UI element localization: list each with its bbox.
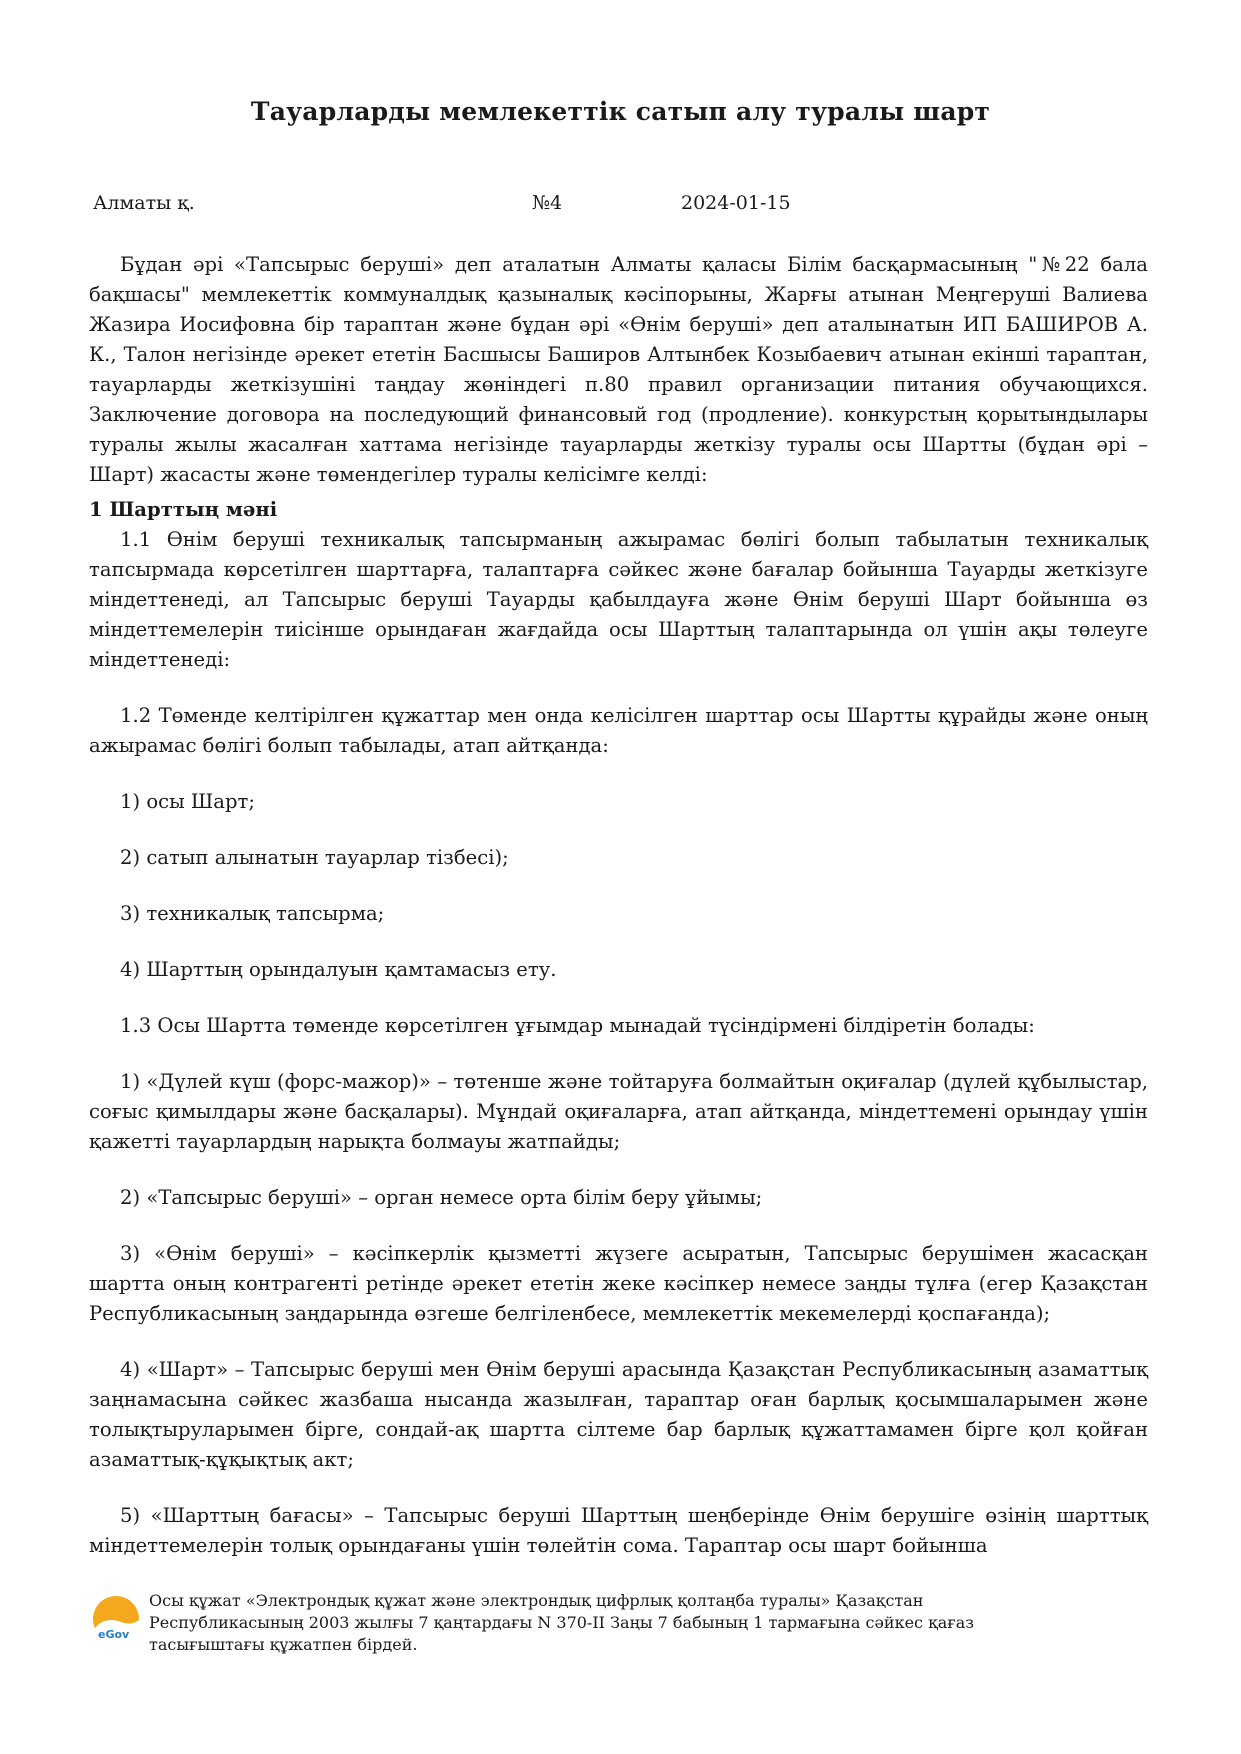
document-body	[89, 250, 1148, 1561]
clause-1-2: 1.2 Төменде келтірілген құжаттар мен онда келісілген шарттар осы Шартты құрайды және оның ажырамас бөлігі болып табылады, атап айтқанда:	[89, 704, 1148, 757]
svg-text:eGov: eGov	[98, 1628, 130, 1641]
definition-contract: 4) «Шарт» – Тапсырыс беруші мен Өнім беруші арасында Қазақстан Республикасының азаматтық заңнамасына сәйкес жазбаша нысанда жазылған, тараптар оған барлық қосымшаларымен және толықтыруларымен бірге, сондай-ақ шартта сілтеме бар барлық құжаттамамен бірге қол қойған азаматтық-құқықтық акт;	[89, 1358, 1148, 1471]
document-title: Тауарларды мемлекеттік сатып алу туралы шарт	[250, 97, 991, 126]
footer	[0, 1579, 1241, 1754]
definition-supplier: 3) «Өнім беруші» – кәсіпкерлік қызметті жүзеге асыратын, Тапсырыс берушімен жасасқан шартта оның контрагенті ретінде әрекет ететін жеке кәсіпкер немесе заңды тұлға (егер Қазақстан Республикасының заңдарында өзгеше белгіленбесе, мемлекеттік мекемелерді қоспағанда);	[89, 1242, 1148, 1325]
list-item: 1) осы Шарт;	[120, 790, 255, 813]
list-item: 2) сатып алынатын тауарлар тізбесі);	[120, 846, 509, 869]
list-item: 4) Шарттың орындалуын қамтамасыз ету.	[120, 958, 557, 981]
contract-city: Алматы қ.	[93, 192, 195, 214]
list-item: 3) техникалық тапсырма;	[120, 902, 385, 925]
egov-sun-logo-icon	[91, 1594, 141, 1644]
definition-contract-price: 5) «Шарттың бағасы» – Тапсырыс беруші Шарттың шеңберінде Өнім берушіге өзінің шарттық міндеттемелерін толық орындағаны үшін төлейтін сома. Тараптар осы шарт бойынша	[89, 1504, 1148, 1557]
definition-customer: 2) «Тапсырыс беруші» – орган немесе орта білім беру ұйымы;	[120, 1186, 763, 1209]
clause-1-3: 1.3 Осы Шартта төменде көрсетілген ұғымдар мынадай түсіндірмені білдіретін болады:	[120, 1014, 1035, 1037]
section-1-title: 1 Шарттың мәні	[89, 498, 278, 521]
definition-force-majeure: 1) «Дүлей күш (форс-мажор)» – төтенше және тойтаруға болмайтын оқиғалар (дүлей құбылыстар, соғыс қимылдары және басқалары). Мұндай оқиғаларға, атап айтқанда, міндеттемені орындау үшін қажетті тауарлардың нарықта болмауы жатпайды;	[89, 1070, 1148, 1153]
clause-1-1: 1.1 Өнім беруші техникалық тапсырманың ажырамас бөлігі болып табылатын техникалық тапсырмада көрсетілген шарттарға, талаптарға сәйкес және бағалар бойынша Тауарды жеткізуге міндеттенеді, ал Тапсырыс беруші Тауарды қабылдауға және Өнім беруші Шарт бойынша өз міндеттемелерін тиісінше орындаған жағдайда осы Шарттың талаптарында ол үшін ақы төлеуге міндеттенеді:	[89, 528, 1148, 671]
footer-disclaimer: Осы құжат «Электрондық құжат және электрондық цифрлық қолтаңба туралы» Қазақстан Республикасының 2003 жылғы 7 қаңтардағы N 370-II Заңы 7 бабының 1 тармағына сәйкес қағаз тасығыштағы құжатпен бірдей.	[149, 1591, 974, 1654]
intro-paragraph: Бұдан әрі «Тапсырыс беруші» деп аталатын Алматы қаласы Білім басқармасының "№22 бала бақшасы" мемлекеттік коммуналдық қазыналық кәсіпорыны, Жарғы атынан Меңгеруші Валиева Жазира Иосифовна бір тараптан және бұдан әрі «Өнім беруші» деп аталынатын ИП БАШИРОВ А. К., Талон негізінде әрекет ететін Басшысы Баширов Алтынбек Козыбаевич атынан екінші тараптан, тауарларды жеткізушіні таңдау жөніндегі п.80 правил организации питания обучающихся. Заключение договора на последующий финансовый год (продление). конкурстың қорытындылары туралы жылы жасалған хаттама негізінде тауарларды жеткізу туралы осы Шартты (бұдан әрі – Шарт) жасасты және төмендегілер туралы келісімге келді:	[89, 253, 1148, 486]
contract-date: 2024-01-15	[681, 192, 791, 214]
contract-number: №4	[532, 192, 563, 214]
